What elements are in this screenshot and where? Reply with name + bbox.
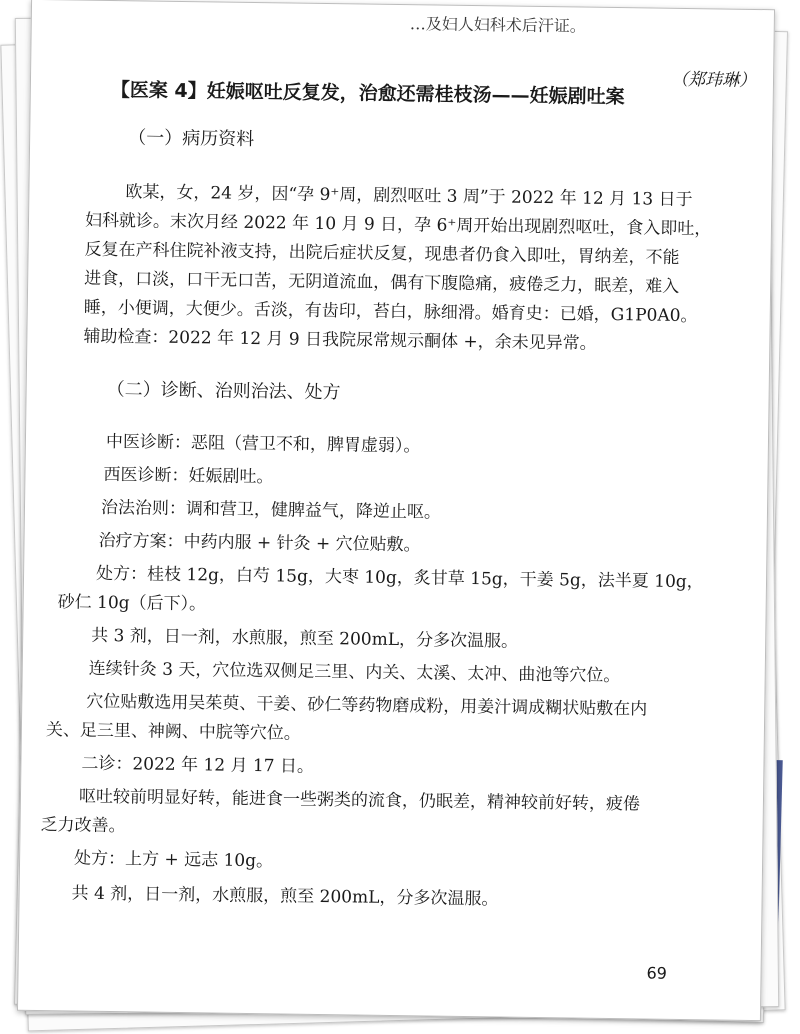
history-line: 反复在产科住院补液支持，出院后症状反复，现患者仍食入即吐，胃纳差，不能 — [84, 239, 680, 268]
second-visit-line: 呕吐较前明显好转，能进食一些粥类的流食，仍眠差，精神较前好转，疲倦 — [78, 786, 641, 815]
acupuncture-line: 连续针灸 3 天，穴位选双侧足三里、内关、太溪、太冲、曲池等穴位。 — [88, 658, 621, 687]
dosage-line: 共 4 剂，日一剂，水煎服，煎至 200mL，分多次温服。 — [71, 883, 499, 910]
acupoint-line: 穴位贴敷选用吴茱萸、干姜、砂仁等药物磨成粉，用姜汁调成糊状贴敷在内 — [86, 691, 648, 720]
acupoint-line: 关、足三里、神阙、中脘等穴位。 — [45, 720, 302, 744]
history-line: 睡，小便调，大便少。舌淡，有齿印，苔白，脉细滑。婚育史：已婚，G1P0A0。 — [83, 297, 698, 327]
diagnosis-line: 治疗方案：中药内服 + 针灸 + 穴位贴敷。 — [98, 530, 421, 556]
section-title-diagnosis: （二）诊断、治则治法、处方 — [106, 378, 341, 404]
page-number: 69 — [646, 963, 668, 983]
prescription-line: 处方：上方 + 远志 10g。 — [73, 848, 274, 872]
diagnosis-line: 中医诊断：恶阻（营卫不和，脾胃虚弱）。 — [105, 431, 421, 457]
section-title-history: （一）病历资料 — [128, 127, 255, 150]
diagnosis-line: 治法治则：调和营卫，健脾益气，降逆止呕。 — [100, 497, 442, 523]
second-visit-line: 二诊：2022 年 12 月 17 日。 — [81, 753, 315, 777]
author-name: （郑玮琳） — [670, 69, 757, 91]
document-page — [17, 0, 775, 1021]
diagnosis-line: 西医诊断：妊娠剧吐。 — [103, 464, 274, 488]
prescription-line: 砂仁 10g（后下）。 — [57, 592, 207, 615]
history-line: 辅助检查：2022 年 12 月 9 日我院尿常规示酮体 +，余未见异常。 — [83, 326, 597, 354]
history-line: 欧某，女，24 岁，因“孕 9⁺周，剧烈呕吐 3 周”于 2022 年 12 月 13 日于 — [125, 182, 693, 211]
header-fragment: …及妇人妇科术后汗证。 — [409, 14, 586, 36]
dosage-line: 共 3 剂，日一剂，水煎服，煎至 200mL，分多次温服。 — [91, 625, 519, 652]
history-line: 妇科就诊。末次月经 2022 年 10 月 9 日，孕 6⁺周开始出现剧烈呕吐，食入即吐， — [84, 210, 712, 240]
history-line: 进食，口淡，口干无口苦，无阴道流血，偶有下腹隐痛，疲倦乏力，眠差，难入 — [84, 268, 680, 297]
prescription-line: 处方：桂枝 12g，白芍 15g，大枣 10g，炙甘草 15g，干姜 5g，法半夏 10g， — [95, 563, 704, 593]
case-title: 【医案 4】妊娠呕吐反复发，治愈还需桂枝汤——妊娠剧吐案 — [110, 78, 625, 109]
second-visit-line: 乏力改善。 — [40, 815, 126, 837]
